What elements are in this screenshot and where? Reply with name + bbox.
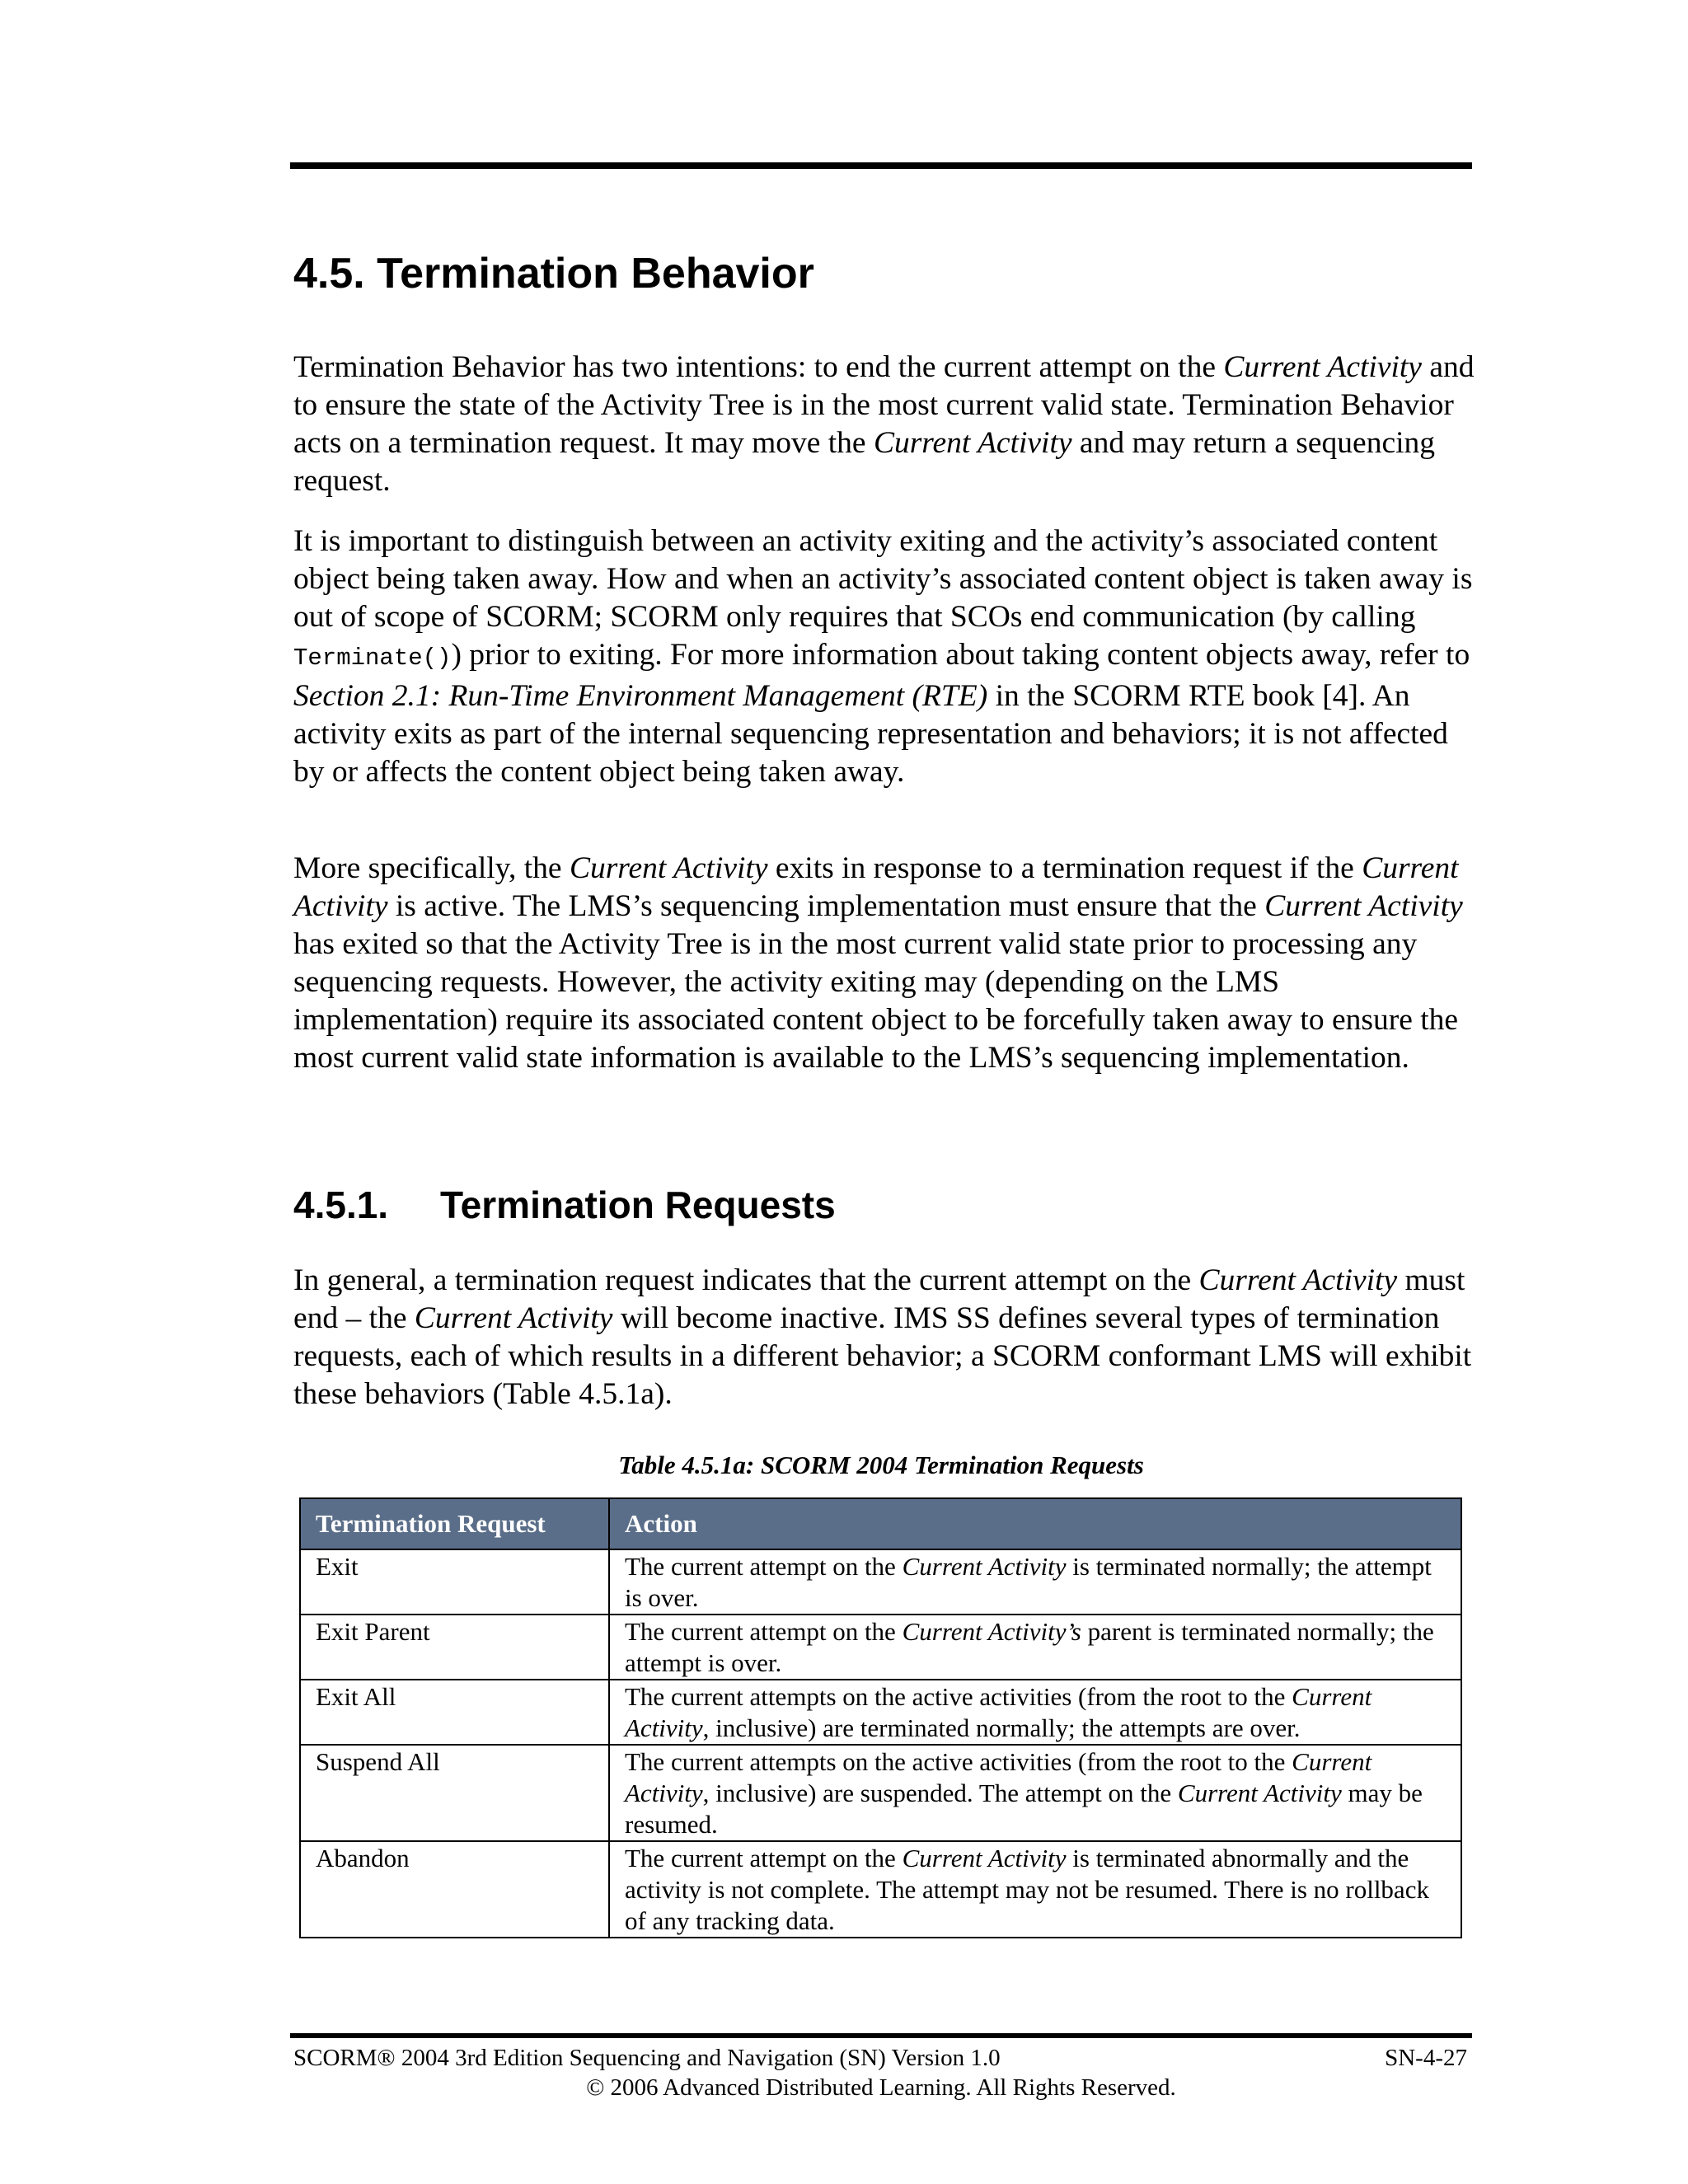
italic-term: Section 2.1: Run-Time Environment Management (RTE) bbox=[293, 679, 988, 713]
table-row bbox=[300, 1680, 1461, 1745]
paragraph-current-activity: More specifically, the Current Activity exits in response to a termination request if the Current Activity is active. The LMS’s sequencing implementation must ensure that the Current Activity has exited so that the Activity Tree is in the most current valid state prior to processing any sequencing requests. However, the activity exiting may (depending on the LMS implementation) require its associated content object to be forcefully taken away to ensure the most current valid state information is available to the LMS’s sequencing implementation. bbox=[293, 851, 1463, 1075]
table-row bbox=[300, 1615, 1461, 1680]
header-rule bbox=[290, 162, 1472, 169]
subsection-heading bbox=[293, 1180, 836, 1230]
italic-term: Current Activity bbox=[902, 1844, 1067, 1872]
action-cell: The current attempt on the Current Activity’s parent is terminated normally; the attempt is over. bbox=[609, 1615, 1461, 1680]
italic-term: Current Activity bbox=[1177, 1779, 1342, 1807]
table-row bbox=[300, 1745, 1461, 1841]
request-cell: Exit All bbox=[300, 1680, 609, 1745]
header-termination-request: Termination Request bbox=[300, 1498, 609, 1549]
paragraph-content-object: It is important to distinguish between an activity exiting and the activity’s associated content object being taken away. How and when an activity’s associated content object is taken away is out of scope of SCORM; SCORM only requires that SCOs end communication (by calling Terminate()) prior to exiting. For more information about taking content objects away, refer to Section 2.1: Run-Time Environment Management (RTE) in the SCORM RTE book [4]. An activity exits as part of the internal sequencing representation and behaviors; it is not affected by or affects the content object being taken away. bbox=[293, 524, 1473, 789]
italic-term: Current Activity bbox=[1264, 889, 1463, 923]
italic-term: Current Activity bbox=[1223, 350, 1422, 384]
table-caption: Table 4.5.1a: SCORM 2004 Termination Requests bbox=[618, 1451, 1144, 1479]
footer-document-title: SCORM® 2004 3rd Edition Sequencing and Navigation (SN) Version 1.0 bbox=[293, 2045, 1001, 2071]
code-term: Terminate() bbox=[293, 644, 452, 672]
action-cell: The current attempts on the active activities (from the root to the Current Activity, inclusive) are suspended. The attempt on the Current Activity may be resumed. bbox=[609, 1745, 1461, 1841]
italic-term: Current Activity bbox=[625, 1747, 1372, 1807]
italic-term: Current Activity bbox=[293, 851, 1459, 923]
request-cell: Suspend All bbox=[300, 1745, 609, 1841]
table-row bbox=[300, 1549, 1461, 1615]
termination-requests-table bbox=[299, 1497, 1462, 1938]
subsection-number: 4.5.1. bbox=[293, 1183, 389, 1226]
section-heading: 4.5. Termination Behavior bbox=[293, 250, 814, 298]
footer-page-number: SN-4-27 bbox=[1385, 2045, 1467, 2071]
footer-rule bbox=[290, 2033, 1472, 2038]
footer-copyright: © 2006 Advanced Distributed Learning. All Rights Reserved. bbox=[586, 2074, 1176, 2101]
italic-term: Current Activity’s bbox=[902, 1617, 1081, 1646]
italic-term: Current Activity bbox=[414, 1301, 613, 1335]
action-cell: The current attempts on the active activities (from the root to the Current Activity, inclusive) are terminated normally; the attempts are over. bbox=[609, 1680, 1461, 1745]
italic-term: Current Activity bbox=[873, 426, 1072, 460]
table-header-row bbox=[300, 1498, 1461, 1549]
action-cell: The current attempt on the Current Activity is terminated normally; the attempt is over. bbox=[609, 1549, 1461, 1615]
paragraph-termination-requests: In general, a termination request indicates that the current attempt on the Current Activity must end – the Current Activity will become inactive. IMS SS defines several types of termination requests, each of which results in a different behavior; a SCORM conformant LMS will exhibit these behaviors (Table 4.5.1a). bbox=[293, 1263, 1472, 1411]
request-cell: Exit bbox=[300, 1549, 609, 1615]
request-cell: Abandon bbox=[300, 1841, 609, 1938]
request-cell: Exit Parent bbox=[300, 1615, 609, 1680]
italic-term: Current Activity bbox=[569, 851, 768, 885]
paragraph-intentions: Termination Behavior has two intentions: to end the current attempt on the Current Activity and to ensure the state of the Activity Tree is in the most current valid state. Termination Behavior acts on a termination request. It may move the Current Activity and may return a sequencing request. bbox=[293, 350, 1475, 498]
table-row bbox=[300, 1841, 1461, 1938]
action-cell: The current attempt on the Current Activity is terminated abnormally and the activity is not complete. The attempt may not be resumed. There is no rollback of any tracking data. bbox=[609, 1841, 1461, 1938]
italic-term: Current Activity bbox=[625, 1682, 1372, 1742]
italic-term: Current Activity bbox=[1198, 1263, 1398, 1297]
subsection-title: Termination Requests bbox=[440, 1183, 836, 1226]
italic-term: Current Activity bbox=[902, 1552, 1067, 1581]
header-action: Action bbox=[609, 1498, 1461, 1549]
